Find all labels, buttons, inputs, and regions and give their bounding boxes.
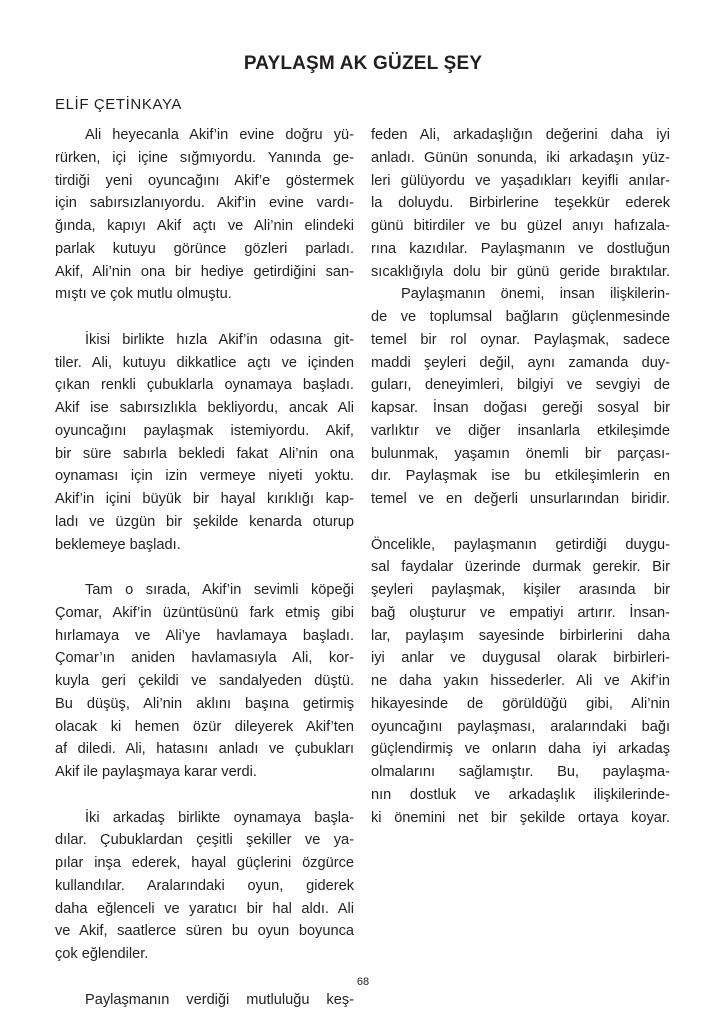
- author-name: ELİF ÇETİNKAYA: [55, 96, 183, 113]
- text-line: temel ve en değerli unsurlarından biridir.: [371, 491, 670, 507]
- text-line: ki önemini net bir şekilde ortaya koyar.: [371, 809, 670, 826]
- text-line: İki arkadaş birlikte oynamaya başla-: [85, 809, 354, 826]
- text-line: beklemeye başladı.: [55, 536, 181, 553]
- text-line: nın dostluk ve arkadaşlık ilişkilerinde-: [371, 786, 670, 803]
- paragraph-break: [55, 784, 354, 807]
- text-line: Paylaşmanın önemi, insan ilişkilerin-: [401, 286, 670, 303]
- text-line: kullandılar. Aralarındaki oyun, giderek: [55, 877, 354, 894]
- paragraph-break: [55, 556, 354, 579]
- text-line: ne daha yakın hissederler. Ali ve Akif’in: [371, 673, 670, 689]
- text-line: kuyla geri çekildi ve sandalyeden düştü.: [55, 673, 354, 689]
- text-line: dır. Paylaşmak ise bu etkileşimlerin en: [371, 468, 670, 485]
- text-line: günü bitirdiler ve bu güzel anıyı hafızala-: [371, 218, 670, 234]
- text-line: sal faydalar üzerinde durmak gerekir. Bir: [371, 559, 670, 576]
- text-line: af diledi. Ali, hatasını anladı ve çubukları: [55, 741, 354, 758]
- text-line: ladı ve üzgün bir şekilde kenarda oturup: [55, 513, 354, 530]
- text-line: Akif ise sabırsızlıkla bekliyordu, ancak Ali: [55, 400, 354, 416]
- text-line: oyuncağını paylaşması, aralarındaki bağı: [371, 718, 670, 735]
- text-line: Öncelikle, paylaşmanın getirdiği duygu-: [371, 536, 670, 553]
- text-line: Akif’in içini büyük bir hayal kırıklığı kap-: [55, 491, 354, 507]
- text-line: pılar inşa ederek, hayal güçlerini özgürce: [55, 855, 354, 871]
- text-line: Akif, Ali’nin ona bir hediye getirdiğini san-: [55, 263, 354, 280]
- text-line: Bu düşüş, Ali’nin aklını başına getirmiş: [55, 695, 354, 712]
- text-line: temel bir rol oynar. Paylaşmak, sadece: [371, 331, 670, 348]
- text-line: mıştı ve çok mutlu olmuştu.: [55, 286, 232, 303]
- page-title: PAYLAŞM AK GÜZEL ŞEY: [243, 53, 483, 74]
- text-line: de ve toplumsal bağların güçlenmesinde: [371, 309, 670, 325]
- text-line: olacak ki hemen özür dileyerek Akif’ten: [55, 718, 354, 735]
- text-line: çok eğlendiler.: [55, 946, 149, 962]
- text-line: oynaması için izin vermeye niyeti yoktu.: [55, 468, 354, 485]
- paragraph-break: [371, 511, 670, 534]
- text-line: hikayesinde de görüldüğü gibi, Ali’nin: [371, 695, 670, 712]
- text-line: leri gülüyordu ve yaşadıkları keyifli anılar-: [371, 172, 670, 189]
- text-line: çıkan renkli çubuklarla oynamaya başladı.: [55, 377, 354, 394]
- text-line: Çomar’ın aniden havlamasıyla Ali, kor-: [55, 650, 354, 667]
- text-line: anladı. Günün sonunda, iki arkadaşın yüz-: [371, 149, 670, 166]
- text-line: şeyleri paylaşmak, kişiler arasında bir: [371, 582, 670, 598]
- left-text-column: [55, 124, 354, 1011]
- text-line: ğında, kapıyı Akif açtı ve Ali’nin elindeki: [55, 218, 354, 234]
- text-line: Ali heyecanla Akif’in evine doğru yü-: [85, 127, 354, 143]
- text-line: Tam o sırada, Akif’in sevimli köpeği: [85, 582, 354, 598]
- text-line: feden Ali, arkadaşlığın değerini daha iyi: [371, 127, 670, 143]
- right-text-column: [371, 124, 670, 829]
- text-line: sıcaklığıyla dolu bir günü geride bıraktılar.: [371, 263, 670, 280]
- paragraph-break: [55, 306, 354, 329]
- text-line: guları, deneyimleri, bilgiyi ve sevgiyi de: [371, 377, 670, 394]
- text-line: ve Akif, saatlerce süren bu oyun boyunca: [55, 923, 354, 940]
- text-line: bir süre sabırla bekledi fakat Ali’nin ona: [55, 445, 354, 462]
- text-line: iyi anlar ve duygusal olarak birbirleri-: [371, 650, 670, 667]
- text-line: Paylaşmanın verdiği mutluluğu keş-: [85, 991, 354, 1008]
- text-line: Akif ile paylaşmaya karar verdi.: [55, 764, 257, 780]
- text-line: la doluydu. Birbirlerine teşekkür ederek: [371, 195, 670, 212]
- text-line: dılar. Çubuklardan çeşitli şekiller ve ya-: [55, 832, 354, 849]
- text-line: daha eğlenceli ve yaratıcı bir hal aldı. Ali: [55, 900, 354, 917]
- text-line: kapsar. İnsan doğası gereği sosyal bir: [371, 400, 670, 416]
- text-line: varlıktır ve diğer insanlarla etkileşimde: [371, 422, 670, 439]
- text-line: bulunmak, yaşamın önemli bir parçası-: [371, 445, 670, 462]
- text-line: parlak kutuyu görünce gözleri parladı.: [55, 240, 354, 257]
- page-number: 68: [356, 976, 370, 988]
- text-line: rına kazıdılar. Paylaşmanın ve dostluğun: [371, 240, 670, 257]
- text-line: lar, paylaşım sayesinde birbirlerini daha: [371, 627, 670, 644]
- text-line: olmalarını sağlamıştır. Bu, paylaşma-: [371, 764, 670, 780]
- text-line: oyuncağını paylaşmak istemiyordu. Akif,: [55, 422, 354, 439]
- text-line: rürken, içi içine sığmıyordu. Yanında ge-: [55, 149, 354, 166]
- text-line: için sabırsızlanıyordu. Akif’in evine vardı-: [55, 195, 354, 212]
- text-line: İkisi birlikte hızla Akif’in odasına git-: [85, 331, 354, 348]
- text-line: Çomar, Akif’in üzüntüsünü fark etmiş gibi: [55, 604, 354, 621]
- text-line: güçlendirmiş ve onların daha iyi arkadaş: [371, 741, 670, 758]
- text-line: hırlamaya ve Ali’ye havlamaya başladı.: [55, 627, 354, 644]
- text-line: tirdiği yeni oyuncağını Akif’e göstermek: [55, 172, 354, 189]
- text-line: bağ oluşturur ve empatiyi artırır. İnsan-: [371, 604, 670, 621]
- text-line: maddi şeyleri değil, aynı zamanda duy-: [371, 354, 670, 371]
- text-line: tiler. Ali, kutuyu dikkatlice açtı ve içinden: [55, 354, 354, 371]
